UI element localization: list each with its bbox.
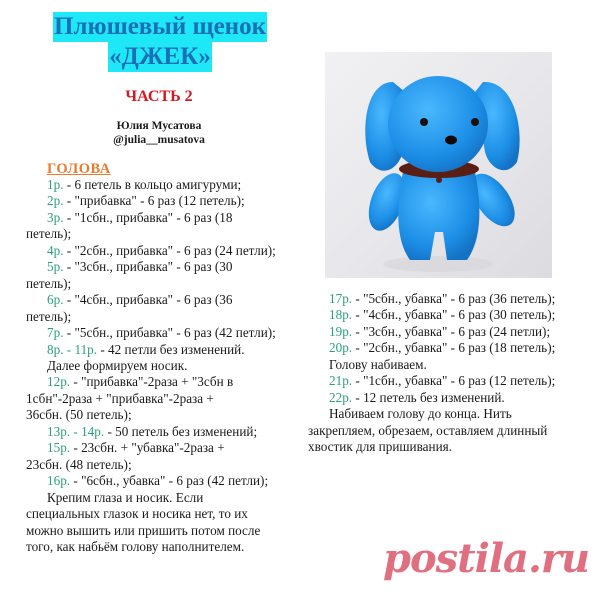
instruction-text: хвостик для пришивания. <box>308 439 452 455</box>
instruction-line <box>308 324 598 340</box>
instruction-line <box>26 506 316 522</box>
row-label: 1р. <box>47 177 64 192</box>
instruction-text: петель); <box>26 275 72 291</box>
instruction-text: петель); <box>26 226 72 242</box>
instruction-line <box>308 357 598 373</box>
plush-puppy-illustration <box>325 52 552 278</box>
puppy-photo <box>325 52 552 278</box>
row-label: 4р. <box>47 242 64 258</box>
row-label: 18р. <box>329 307 353 323</box>
instruction-line <box>308 307 598 323</box>
row-label: 8р. - 11р. <box>47 341 98 357</box>
instruction-line <box>26 539 316 555</box>
instruction-line <box>26 440 316 456</box>
instruction-line <box>26 342 316 358</box>
postila-watermark: postila.ru <box>383 535 590 582</box>
instructions-left-column <box>26 177 316 555</box>
instruction-line <box>26 473 316 489</box>
instruction-text: 36сбн. (50 петель); <box>26 407 132 423</box>
instruction-text: - "прибавка"-2раза + "3сбн в <box>70 374 234 390</box>
row-label: 7р. <box>47 325 64 341</box>
instruction-line <box>26 374 316 390</box>
title-line-2: «ДЖЕК» <box>109 43 211 70</box>
row-label: 3р. <box>47 209 64 225</box>
instruction-text: Далее формируем носик. <box>47 357 188 373</box>
instruction-text: - 50 петель без изменений; <box>104 423 258 439</box>
section-heading: ГОЛОВА <box>47 161 111 177</box>
instruction-text: - "6сбн., убавка" - 6 раз (42 петли); <box>70 473 269 489</box>
instruction-line <box>308 340 598 356</box>
instruction-text: - 12 петель без изменений. <box>352 389 505 405</box>
row-label: 13р. - 14р. <box>47 423 105 439</box>
instruction-line <box>308 291 598 307</box>
instruction-line <box>26 424 316 440</box>
instruction-line <box>308 439 598 455</box>
instruction-text: - "4сбн., прибавка" - 6 раз (36 <box>63 292 233 308</box>
instruction-text: - "1сбн., прибавка" - 6 раз (18 <box>63 209 233 225</box>
instruction-line <box>26 391 316 407</box>
author-block <box>0 119 318 147</box>
instruction-line <box>308 406 598 422</box>
instruction-line <box>26 243 316 259</box>
instruction-line <box>26 490 316 506</box>
instruction-line <box>26 309 316 325</box>
row-label: 2р. <box>47 193 64 209</box>
instruction-line <box>308 390 598 406</box>
row-label: 5р. <box>47 259 64 275</box>
instruction-text: - "3сбн., убавка" - 6 раз (24 петли); <box>352 323 551 339</box>
instruction-text: Голову набиваем. <box>329 356 427 372</box>
row-label: 20р. <box>329 340 353 356</box>
instruction-line <box>26 259 316 275</box>
instruction-text: - "5сбн., убавка" - 6 раз (36 петель); <box>352 291 556 306</box>
instruction-line <box>26 177 316 193</box>
page-title <box>0 12 320 72</box>
author-name: Юлия Мусатова <box>116 120 202 132</box>
row-label: 12р. <box>47 374 71 390</box>
instruction-text: закрепляем, обрезаем, оставляем длинный <box>308 422 548 438</box>
instruction-line <box>308 423 598 439</box>
instruction-text: - "3сбн., прибавка" - 6 раз (30 <box>63 259 233 275</box>
title-line-1: Плюшевый щенок <box>54 13 266 40</box>
instruction-text: - 6 петель в кольцо амигуруми; <box>63 177 242 192</box>
instructions-right-column <box>308 291 598 456</box>
instruction-text: - "4сбн., убавка" - 6 раз (30 петель); <box>352 307 556 323</box>
row-label: 16р. <box>47 473 71 489</box>
instruction-line <box>26 325 316 341</box>
instruction-text: можно вышить или пришить потом после <box>26 522 261 538</box>
instruction-line <box>26 358 316 374</box>
row-label: 21р. <box>329 373 353 389</box>
instruction-text: - 23сбн. + "убавка"-2раза + <box>70 440 225 456</box>
instruction-text: 1сбн"-2раза + "прибавка"-2раза + <box>26 390 214 406</box>
instruction-text: - 42 петли без изменений. <box>97 341 245 357</box>
instruction-line <box>26 210 316 226</box>
row-label: 6р. <box>47 292 64 308</box>
instruction-line <box>26 292 316 308</box>
instruction-line <box>308 373 598 389</box>
instruction-text: - "2сбн., прибавка" - 6 раз (24 петли); <box>63 242 276 258</box>
row-label: 19р. <box>329 323 353 339</box>
instruction-text: того, как набьём голову наполнителем. <box>26 538 245 554</box>
row-label: 15р. <box>47 440 71 456</box>
instruction-line <box>26 407 316 423</box>
row-label: 17р. <box>329 291 353 306</box>
instruction-text: - "1сбн., убавка" - 6 раз (12 петель); <box>352 373 556 389</box>
instruction-line <box>26 523 316 539</box>
instruction-text: Крепим глаза и носик. Если <box>47 489 204 505</box>
instruction-text: петель); <box>26 308 72 324</box>
instruction-text: - "2сбн., убавка" - 6 раз (18 петель); <box>352 340 556 356</box>
row-label: 22р. <box>329 389 353 405</box>
instruction-text: 23сбн. (48 петель); <box>26 456 132 472</box>
part-heading: ЧАСТЬ 2 <box>125 88 193 105</box>
author-handle: @julia__musatova <box>113 134 205 146</box>
instruction-text: специальных глазок и носика нет, то их <box>26 506 248 522</box>
instruction-line <box>26 193 316 209</box>
instruction-line <box>26 457 316 473</box>
instruction-text: Набиваем голову до конца. Нить <box>329 406 512 422</box>
instruction-text: - "прибавка" - 6 раз (12 петель); <box>63 193 245 209</box>
instruction-line <box>26 276 316 292</box>
instruction-text: - "5сбн., прибавка" - 6 раз (42 петли); <box>63 325 276 341</box>
instruction-line <box>26 226 316 242</box>
